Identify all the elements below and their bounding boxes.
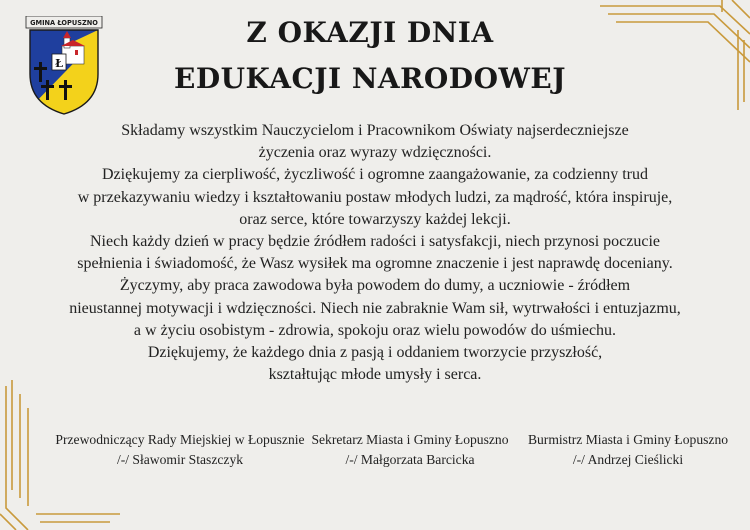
body-line: nieustannej motywacji i wdzięczności. Niech nie zabraknie Wam sił, wytrwałości i entuzjazmu, — [69, 299, 681, 317]
title-line-1: Z OKAZJI DNIA — [246, 16, 494, 49]
body-line: a w życiu osobistym - zdrowia, spokoju oraz wielu powodów do uśmiechu. — [133, 321, 617, 339]
body-line: Niech każdy dzień w pracy będzie źródłem radości i satysfakcji, niech przynosi poczucie — [90, 233, 660, 251]
signature-name: /-/ Małgorzata Barcicka — [345, 452, 475, 467]
signature-role: Burmistrz Miasta i Gminy Łopuszno — [527, 432, 729, 447]
signature-council-chairman — [48, 430, 312, 470]
greeting-body — [28, 120, 722, 386]
gmina-lopuszno-crest — [24, 16, 104, 116]
signature-role: Sekretarz Miasta i Gminy Łopuszno — [311, 432, 509, 447]
body-line: w przekazywaniu wiedzy i kształtowaniu postaw młodych ludzi, za mądrość, która inspiruje, — [77, 188, 673, 206]
gold-corner-ornament-top-right — [600, 0, 750, 110]
crest-banner-text: GMINA ŁOPUSZNO — [30, 19, 98, 27]
body-line: kształtując młode umysły i serca. — [268, 366, 482, 384]
signature-name: /-/ Sławomir Staszczyk — [116, 452, 244, 467]
signature-name: /-/ Andrzej Cieślicki — [572, 452, 684, 467]
body-line: Dziękujemy, że każdego dnia z pasją i oddaniem tworzycie przyszłość, — [147, 344, 603, 362]
body-line: Życzymy, aby praca zawodowa była powodem do dumy, a uczniowie - źródłem — [119, 277, 631, 295]
body-line: życzenia oraz wyrazy wdzięczności. — [258, 144, 492, 162]
body-line: spełnienia i świadomość, że Wasz wysiłek ma ogromne znaczenie i jest naprawdę doceniany. — [77, 255, 673, 273]
signature-mayor — [518, 430, 738, 470]
body-line: oraz serce, które towarzyszy każdej lekcji. — [239, 210, 511, 228]
body-line: Dziękujemy za cierpliwość, życzliwość i ogromne zaangażowanie, za codzienny trud — [102, 166, 648, 184]
signature-role: Przewodniczący Rady Miejskiej w Łopusznie — [55, 432, 305, 447]
crest-shield-letter: Ł — [55, 57, 63, 70]
title-line-2: EDUKACJI NARODOWEJ — [173, 62, 567, 95]
body-line: Składamy wszystkim Nauczycielom i Pracownikom Oświaty najserdeczniejsze — [121, 122, 629, 139]
signature-secretary — [300, 430, 520, 470]
